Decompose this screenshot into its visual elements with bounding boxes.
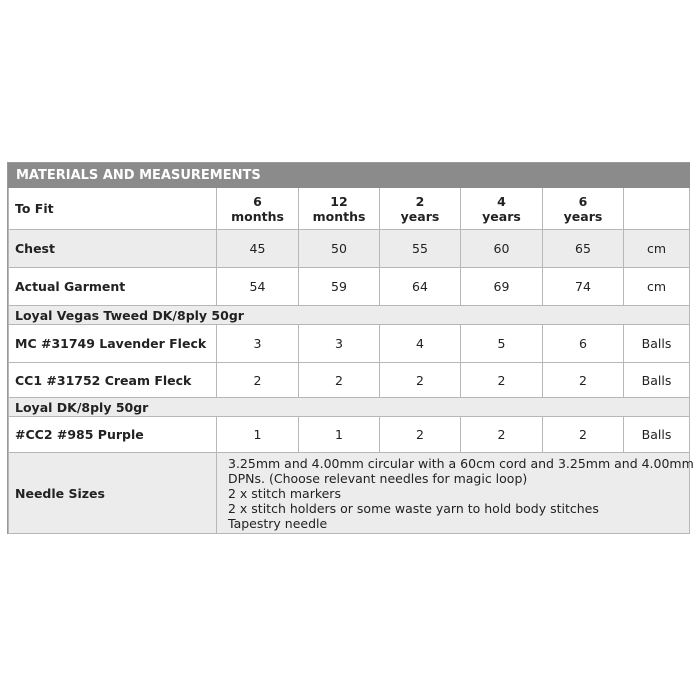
- table-cell: 2: [461, 417, 543, 453]
- size-number: 12: [330, 193, 348, 209]
- size-header: [380, 188, 461, 230]
- yarn-label: Loyal Vegas Tweed DK/8ply 50gr: [9, 306, 690, 325]
- size-number: 6: [578, 193, 588, 209]
- size-header: [217, 188, 299, 230]
- needle-line: Tapestry needle: [228, 515, 328, 531]
- needle-line: DPNs. (Choose relevant needles for magic loop): [228, 470, 528, 486]
- needle-line: 2 x stitch markers: [228, 485, 341, 501]
- table-cell: 2: [461, 363, 543, 398]
- table-title: MATERIALS AND MEASUREMENTS: [9, 164, 690, 188]
- cc1-row: [9, 363, 690, 398]
- unit-cell: cm: [624, 268, 690, 306]
- table-cell: 69: [461, 268, 543, 306]
- size-header-row: [9, 188, 690, 230]
- table-cell: 1: [299, 417, 380, 453]
- table-cell: 6: [543, 325, 624, 363]
- size-unit: years: [482, 208, 521, 224]
- size-number: 6: [253, 193, 262, 209]
- row-label: MC #31749 Lavender Fleck: [9, 325, 217, 363]
- table-title-row: [9, 164, 690, 188]
- yarn-row: [9, 398, 690, 417]
- table-cell: 45: [217, 230, 299, 268]
- table-cell: 2: [217, 363, 299, 398]
- unit-cell: Balls: [624, 325, 690, 363]
- yarn-label: Loyal DK/8ply 50gr: [9, 398, 690, 417]
- table-cell: 4: [380, 325, 461, 363]
- table-cell: 2: [543, 363, 624, 398]
- needle-sizes-row: [9, 453, 690, 534]
- row-label: CC1 #31752 Cream Fleck: [9, 363, 217, 398]
- row-label: #CC2 #985 Purple: [9, 417, 217, 453]
- size-header: [461, 188, 543, 230]
- size-header: [299, 188, 380, 230]
- size-unit: years: [400, 208, 440, 224]
- unit-cell: cm: [624, 230, 690, 268]
- table-cell: 54: [217, 268, 299, 306]
- needle-line: 3.25mm and 4.00mm circular with a 60cm cord and 3.25mm and 4.00mm: [228, 455, 694, 471]
- table-cell: 2: [380, 417, 461, 453]
- unit-header-empty: [624, 188, 690, 230]
- table-cell: 2: [380, 363, 461, 398]
- to-fit-label: To Fit: [9, 188, 217, 230]
- mc-row: [9, 325, 690, 363]
- chest-row: [9, 230, 690, 268]
- table-cell: 60: [461, 230, 543, 268]
- row-label: Actual Garment: [9, 268, 217, 306]
- table-cell: 5: [461, 325, 543, 363]
- size-number: 2: [415, 193, 425, 209]
- yarn-row: [9, 306, 690, 325]
- materials-table: [7, 162, 694, 534]
- table-cell: 1: [217, 417, 299, 453]
- table-cell: 2: [543, 417, 624, 453]
- table-cell: 59: [299, 268, 380, 306]
- size-header: [543, 188, 624, 230]
- actual-garment-row: [9, 268, 690, 306]
- needle-line: 2 x stitch holders or some waste yarn to hold body stitches: [228, 500, 599, 516]
- table-cell: 55: [380, 230, 461, 268]
- unit-cell: Balls: [624, 417, 690, 453]
- unit-cell: Balls: [624, 363, 690, 398]
- row-label: Needle Sizes: [9, 453, 217, 534]
- size-unit: years: [563, 208, 603, 224]
- table-cell: 2: [299, 363, 380, 398]
- table-cell: 74: [543, 268, 624, 306]
- cc2-row: [9, 417, 690, 453]
- table-cell: 65: [543, 230, 624, 268]
- table-cell: 3: [299, 325, 380, 363]
- table-cell: 64: [380, 268, 461, 306]
- size-unit: months: [312, 208, 366, 224]
- table-cell: 50: [299, 230, 380, 268]
- row-label: Chest: [9, 230, 217, 268]
- size-unit: months: [231, 208, 284, 224]
- table-cell: 3: [217, 325, 299, 363]
- needle-list: [217, 453, 694, 534]
- size-number: 4: [497, 193, 506, 209]
